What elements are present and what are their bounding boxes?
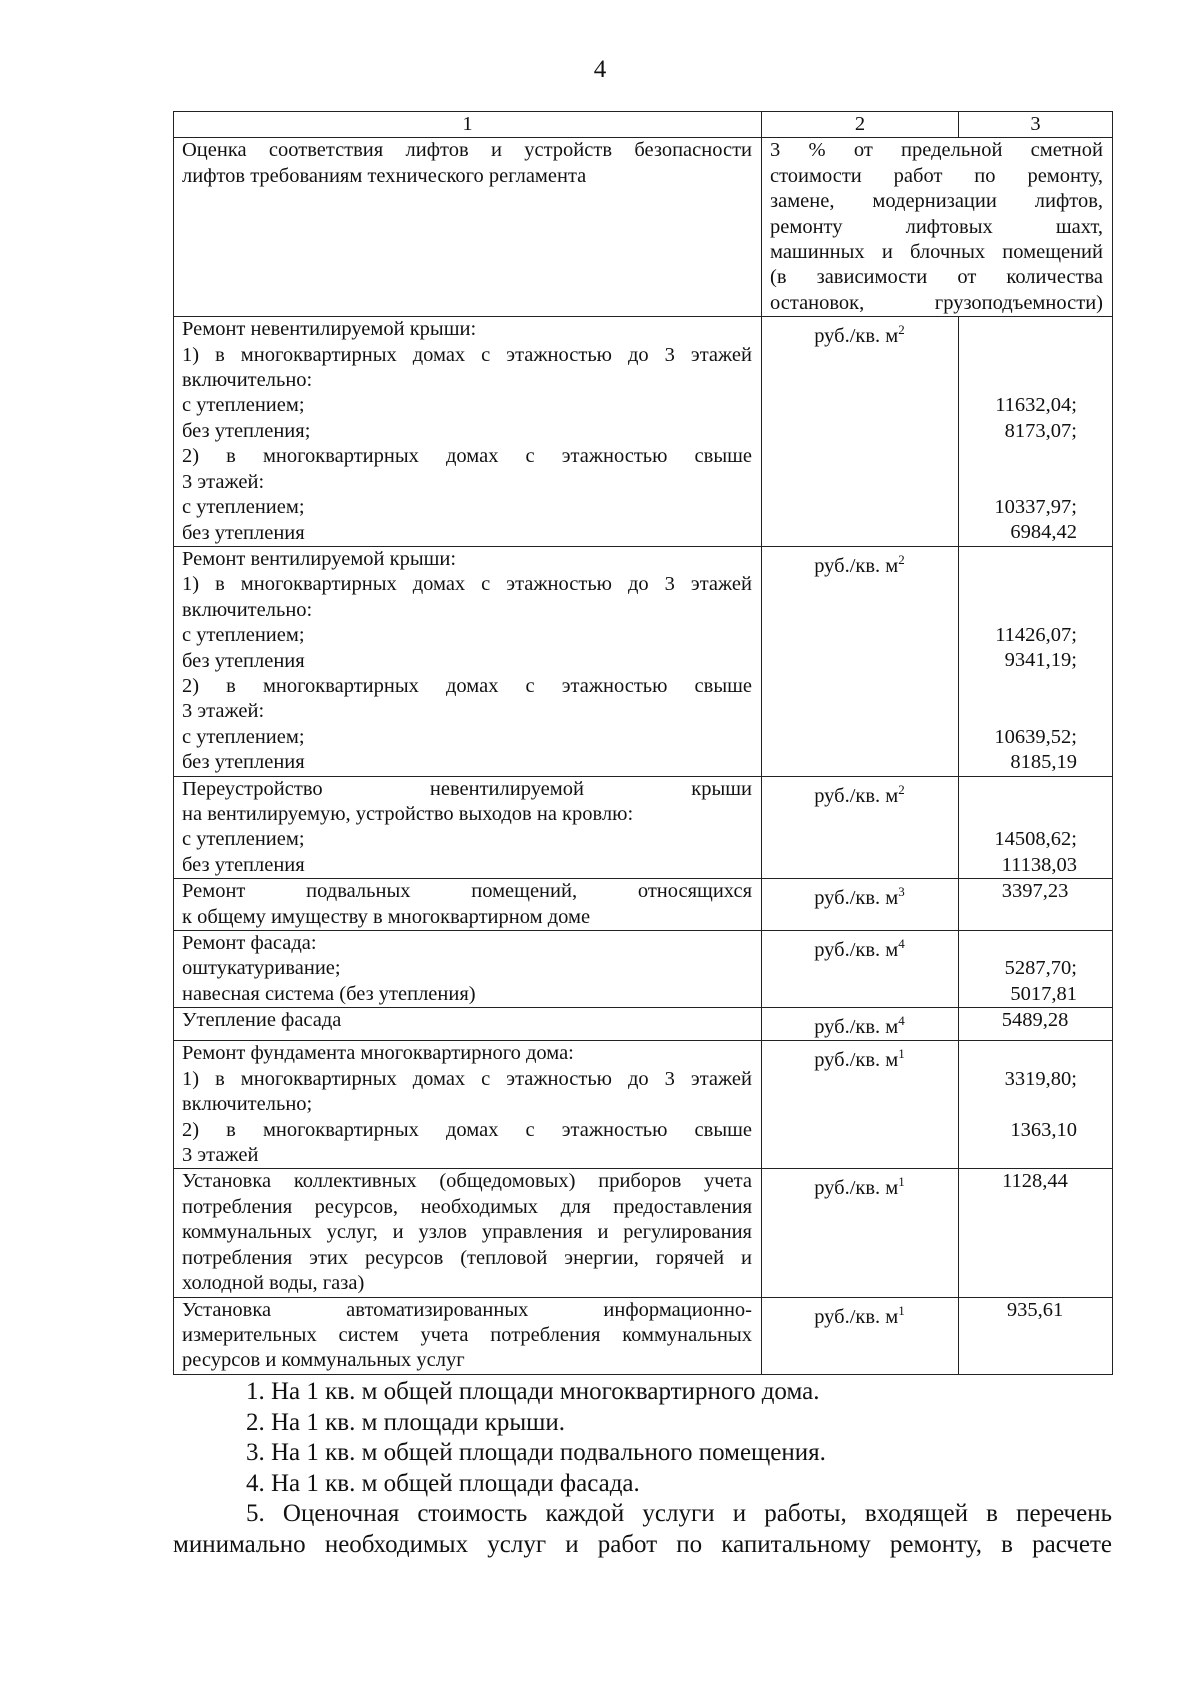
value-cell <box>959 776 1113 879</box>
cost-table <box>173 111 1113 1375</box>
unit-text: руб./кв. м <box>814 938 899 961</box>
unit-label <box>770 777 949 809</box>
value-spacer <box>967 343 1103 368</box>
paragraph-line-1: 5. Оценочная стоимость каждой услуги и работы, входящей в перечень <box>246 1500 1112 1527</box>
cost-value: 11632,04; <box>995 394 1077 417</box>
cost-value: 14508,62; <box>994 828 1077 851</box>
footnote-4: 4. На 1 кв. м общей площади фасада. <box>246 1469 640 1497</box>
value-cell <box>959 317 1113 547</box>
work-name-line: Ремонт подвальных помещений, относящихся <box>182 880 752 903</box>
unit-description-line: стоимости работ по ремонту, <box>770 164 1103 187</box>
value-cell <box>959 1041 1113 1169</box>
unit-cell <box>762 1041 959 1169</box>
cost-value: 10639,52; <box>994 725 1077 748</box>
work-name-line: без утепления <box>182 521 305 544</box>
cost-value: 11426,07; <box>995 624 1077 647</box>
work-name-line: на вентилируемую, устройство выходов на кровлю: <box>182 802 634 825</box>
unit-footnote-ref: 1 <box>898 1302 905 1318</box>
unit-description-line: машинных и блочных помещений <box>770 241 1103 264</box>
unit-cell <box>762 546 959 776</box>
table-row <box>174 776 1113 879</box>
work-name-line: включительно: <box>182 598 313 621</box>
value-spacer <box>967 1041 1103 1066</box>
work-name-line: без утепления; <box>182 419 311 442</box>
footnotes <box>173 1377 1112 1560</box>
unit-text: руб./кв. м <box>814 784 899 807</box>
unit-cell <box>762 1169 959 1297</box>
unit-text: руб./кв. м <box>814 1016 899 1039</box>
unit-cell <box>762 879 959 931</box>
column-header-2: 2 <box>762 112 959 138</box>
footnote-3: 3. На 1 кв. м общей площади подвального помещения. <box>246 1439 826 1466</box>
work-name-cell <box>174 1169 762 1297</box>
unit-footnote-ref: 4 <box>898 936 905 951</box>
table-row <box>174 879 1113 931</box>
cost-value: 8185,19 <box>1010 751 1077 774</box>
value-cell <box>959 879 1113 931</box>
work-name-cell <box>174 546 762 776</box>
unit-description-line: (в зависимости от количества <box>770 266 1103 289</box>
value-spacer <box>967 572 1103 597</box>
value-spacer <box>967 368 1103 393</box>
unit-cell <box>762 931 959 1008</box>
unit-description-cell <box>762 138 1113 317</box>
work-name-line: потребления этих ресурсов (тепловой энергии, горячей и <box>182 1246 752 1269</box>
table-row <box>174 1041 1113 1169</box>
unit-label <box>770 547 949 579</box>
table-row <box>174 1008 1113 1041</box>
paragraph-line-2: минимально необходимых услуг и работ по капитальному ремонту, в расчете <box>173 1530 1112 1558</box>
cost-value: 5287,70; <box>1004 957 1077 980</box>
column-header-1: 1 <box>174 112 762 138</box>
cost-value: 3319,80; <box>1004 1067 1077 1090</box>
unit-description-line: остановок, грузоподъемности) <box>770 291 1103 314</box>
value-spacer <box>967 444 1103 469</box>
work-name-cell <box>174 1041 762 1169</box>
work-name-cell <box>174 138 762 317</box>
table-header-row <box>174 112 1113 138</box>
work-name-line: коммунальных услуг, и узлов управления и регулирования <box>182 1221 752 1244</box>
unit-cell <box>762 1297 959 1374</box>
value-spacer <box>967 802 1103 827</box>
unit-label <box>770 1169 949 1201</box>
work-name-cell <box>174 1008 762 1041</box>
work-name-line: 1) в многоквартирных домах с этажностью до 3 этажей <box>182 573 752 596</box>
work-name-line: к общему имуществу в многоквартирном доме <box>182 905 591 928</box>
work-name-line: с утеплением; <box>182 496 305 519</box>
cost-value: 935,61 <box>1006 1298 1064 1321</box>
cost-value: 11138,03 <box>1001 853 1077 876</box>
work-name-line: Ремонт вентилируемой крыши: <box>182 547 457 570</box>
table-row <box>174 1297 1113 1374</box>
work-name-line: потребления ресурсов, необходимых для предоставления <box>182 1195 752 1218</box>
value-cell <box>959 931 1113 1008</box>
footnote-1: 1. На 1 кв. м общей площади многоквартирного дома. <box>246 1378 820 1405</box>
table-row <box>174 317 1113 547</box>
value-spacer <box>967 470 1103 495</box>
unit-footnote-ref: 1 <box>898 1046 905 1062</box>
column-header-3: 3 <box>959 112 1113 138</box>
value-spacer <box>967 674 1103 699</box>
unit-cell <box>762 776 959 879</box>
unit-footnote-ref: 1 <box>898 1174 905 1190</box>
work-name-line: Установка автоматизированных информационно- <box>182 1298 752 1321</box>
cost-value: 9341,19; <box>1004 649 1077 672</box>
table-row <box>174 1169 1113 1297</box>
unit-description-line: замене, модернизации лифтов, <box>770 190 1103 213</box>
unit-description-line: 3 % от предельной сметной <box>770 139 1103 162</box>
cost-value: 5017,81 <box>1010 982 1077 1005</box>
work-name-line: 1) в многоквартирных домах с этажностью до 3 этажей <box>182 1067 752 1090</box>
unit-label <box>770 1008 949 1040</box>
cost-value: 8173,07; <box>1004 419 1077 442</box>
work-name-line: с утеплением; <box>182 624 305 647</box>
unit-footnote-ref: 2 <box>898 322 905 338</box>
unit-description-line: ремонту лифтовых шахт, <box>770 215 1103 238</box>
unit-label <box>770 931 949 963</box>
work-name-line: с утеплением; <box>182 725 305 748</box>
table-row <box>174 138 1113 317</box>
work-name-line: Ремонт фундамента многоквартирного дома: <box>182 1042 574 1065</box>
footnote-2: 2. На 1 кв. м площади крыши. <box>246 1408 566 1436</box>
work-name-line: без утепления <box>182 751 305 774</box>
value-spacer <box>967 547 1103 572</box>
unit-label <box>770 1041 949 1073</box>
value-spacer <box>967 931 1103 956</box>
work-name-cell <box>174 931 762 1008</box>
work-name-line: Переустройство невентилируемой крыши <box>182 777 752 800</box>
work-name-line: Ремонт невентилируемой крыши: <box>182 318 477 341</box>
work-name-line: включительно; <box>182 1093 313 1116</box>
value-cell <box>959 1297 1113 1374</box>
value-cell <box>959 546 1113 776</box>
unit-text: руб./кв. м <box>814 1049 899 1072</box>
unit-footnote-ref: 4 <box>898 1013 905 1029</box>
value-cell <box>959 1008 1113 1041</box>
work-name-line: 2) в многоквартирных домах с этажностью свыше <box>182 445 752 468</box>
unit-footnote-ref: 2 <box>898 551 905 567</box>
value-spacer <box>967 598 1103 623</box>
work-name-line: Оценка соответствия лифтов и устройств безопасности <box>182 139 752 162</box>
cost-value: 3397,23 <box>1001 880 1069 903</box>
work-name-line: Утепление фасада <box>182 1009 342 1032</box>
work-name-line: без утепления <box>182 853 305 876</box>
cost-value: 1363,10 <box>1010 1118 1077 1141</box>
work-name-cell <box>174 1297 762 1374</box>
unit-text: руб./кв. м <box>814 1177 899 1200</box>
work-name-line: 3 этажей <box>182 1144 259 1167</box>
work-name-line: 1) в многоквартирных домах с этажностью до 3 этажей <box>182 343 752 366</box>
work-name-line: Установка коллективных (общедомовых) приборов учета <box>182 1170 752 1193</box>
unit-footnote-ref: 2 <box>898 781 905 797</box>
work-name-line: Ремонт фасада: <box>182 932 317 954</box>
value-spacer <box>967 1092 1103 1117</box>
unit-footnote-ref: 3 <box>898 884 905 900</box>
work-name-cell <box>174 879 762 931</box>
work-name-line: оштукатуривание; <box>182 957 341 980</box>
unit-text: руб./кв. м <box>814 554 899 577</box>
work-name-line: лифтов требованиям технического регламента <box>182 164 587 187</box>
cost-value: 10337,97; <box>994 496 1077 519</box>
unit-label <box>770 317 949 349</box>
unit-text: руб./кв. м <box>814 887 899 910</box>
value-spacer <box>967 699 1103 724</box>
unit-text: руб./кв. м <box>814 1305 899 1328</box>
work-name-line: навесная система (без утепления) <box>182 982 476 1005</box>
cost-value: 6984,42 <box>1010 521 1077 544</box>
work-name-line: с утеплением; <box>182 828 305 851</box>
unit-label <box>770 1298 949 1330</box>
page-number: 4 <box>593 56 607 83</box>
value-cell <box>959 1169 1113 1297</box>
cost-value: 1128,44 <box>1002 1170 1068 1193</box>
work-name-line: 3 этажей: <box>182 470 265 493</box>
work-name-line: 3 этажей: <box>182 700 265 723</box>
work-name-line: 2) в многоквартирных домах с этажностью свыше <box>182 1118 752 1141</box>
work-name-line: измерительных систем учета потребления коммунальных <box>182 1323 752 1346</box>
work-name-line: с утеплением; <box>182 394 305 417</box>
unit-cell <box>762 1008 959 1041</box>
cost-value: 5489,28 <box>1001 1009 1069 1032</box>
work-name-cell <box>174 317 762 547</box>
work-name-line: холодной воды, газа) <box>182 1272 365 1295</box>
unit-text: руб./кв. м <box>814 325 899 348</box>
table-row <box>174 546 1113 776</box>
work-name-line: ресурсов и коммунальных услуг <box>182 1349 465 1372</box>
value-spacer <box>967 777 1103 802</box>
work-name-line: включительно: <box>182 369 313 392</box>
unit-cell <box>762 317 959 547</box>
value-spacer <box>967 317 1103 342</box>
unit-label <box>770 879 949 911</box>
work-name-cell <box>174 776 762 879</box>
work-name-line: без утепления <box>182 649 305 672</box>
work-name-line: 2) в многоквартирных домах с этажностью свыше <box>182 674 752 697</box>
table-row <box>174 931 1113 1008</box>
